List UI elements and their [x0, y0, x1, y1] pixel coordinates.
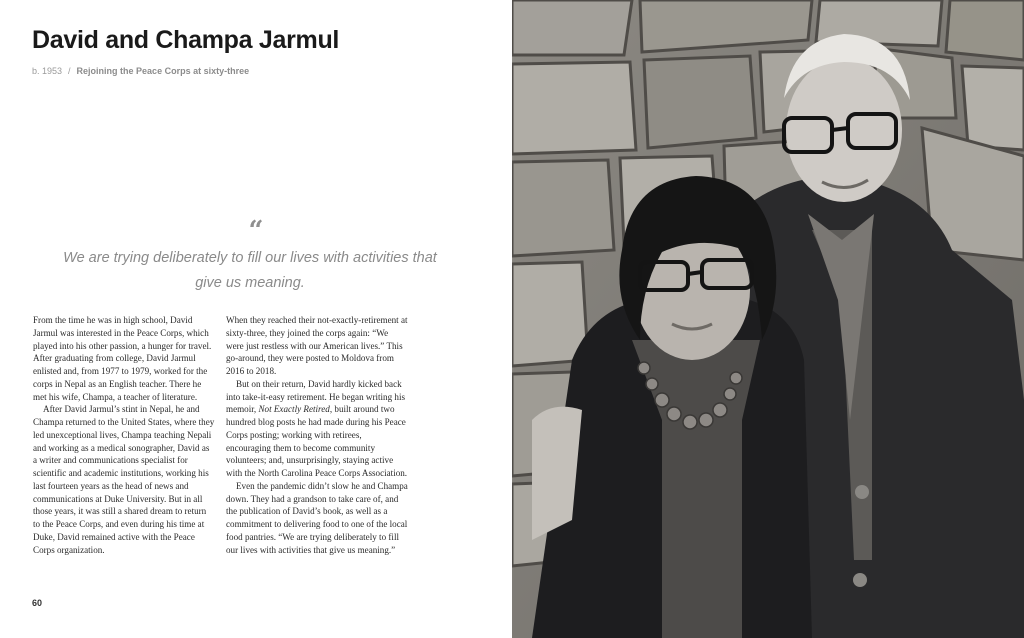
- subtitle: [32, 66, 249, 76]
- text-run: But on their return, David hardly kicked back into take-it-easy retirement. He began writing his memoir,: [226, 378, 406, 415]
- page-title: David and Champa Jarmul: [32, 26, 340, 54]
- text-run: , built around two hundred blog posts he had made during his Peace Corps posting; working with retirees, encouraging them to become community volunteers; and, unsurprisingly, staying active with the North Carolina Peace Corps Association.: [226, 404, 408, 478]
- page-number: 60: [32, 598, 43, 608]
- body-paragraph: When they reached their not-exactly-retirement at sixty-three, they joined the corps again: “We were just restless with our American lives.” This go-around, they were posted to Moldova from 2016 to 2018.: [226, 315, 408, 376]
- photo-illustration: [512, 0, 1024, 638]
- body-paragraph: [226, 378, 408, 480]
- book-title: Not Exactly Retired: [258, 404, 330, 415]
- portrait-photo: [512, 0, 1024, 638]
- pull-quote: We are trying deliberately to fill our lives with activities that give us meaning.: [63, 250, 437, 291]
- tagline: Rejoining the Peace Corps at sixty-three: [76, 66, 250, 76]
- subtitle-separator: /: [68, 66, 71, 76]
- body-paragraph: From the time he was in high school, David Jarmul was interested in the Peace Corps, which played into his other passion, a hunger for travel. After graduating from college, David Jarmul enlisted and, from 1977 to 1979, worked for the corps in Nepal as an English teacher. There he met his wife, Champa, a teacher of literature.: [33, 315, 212, 402]
- birth-year: b. 1953: [32, 66, 63, 76]
- body-paragraph: After David Jarmul’s stint in Nepal, he and Champa returned to the United States, where they led unexceptional lives, Champa teaching Nepali and working as a medical sonographer, David as a writer and communications specialist for scientific and academic institutions, working his last fourteen years as the head of news and communications at Duke University. But in all those years, it was still a shared dream to return to the Peace Corps, and even during his time at Duke, David remained active with the Peace Corps organization.: [33, 404, 215, 555]
- quote-mark-icon: “: [248, 216, 264, 246]
- body-column-1: [33, 314, 215, 556]
- body-paragraph: Even the pandemic didn’t slow he and Champa down. They had a grandson to take care of, and the publication of David’s book, as well as a commitment to delivering food to one of the local food pantries. “We are trying deliberately to fill our lives with activities that give us meaning.”: [226, 480, 408, 555]
- body-column-2: [226, 314, 408, 556]
